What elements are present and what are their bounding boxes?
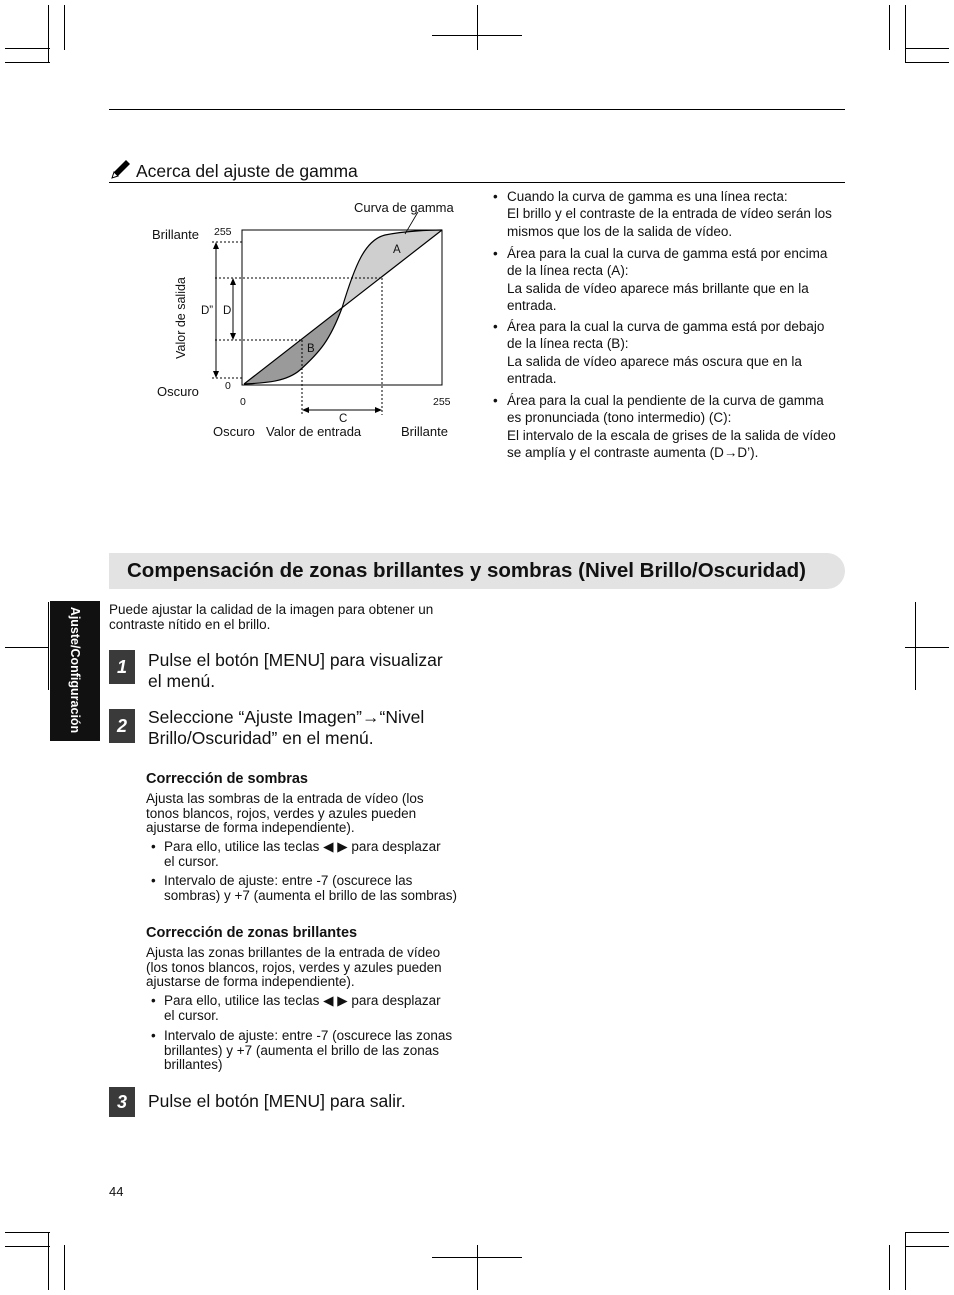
section-banner	[109, 553, 845, 589]
gamma-heading: Acerca del ajuste de gamma	[136, 161, 358, 181]
step-text: Pulse el botón [MENU] para salir.	[148, 1091, 406, 1111]
step-number: 3	[109, 1087, 135, 1117]
gamma-bullet: • Cuando la curva de gamma es una línea recta: El brillo y el contraste de la entrada de vídeo serán los mismos que los de la salida de vídeo.	[493, 189, 832, 239]
x-axis-label: Valor de entrada	[266, 424, 362, 439]
header-rule	[109, 109, 845, 110]
highlights-desc: Ajusta las zonas brillantes de la entrada de vídeo (los tonos blancos, rojos, verdes y azules pueden ajustarse de forma independiente).	[146, 945, 442, 990]
highlights-title: Corrección de zonas brillantes	[146, 925, 358, 941]
gamma-bullet: • Área para la cual la pendiente de la curva de gamma es pronunciada (tono intermedio) (C): El intervalo de la escala de grises de la salida de vídeo se amplía y el contraste aumenta (D→D’).	[493, 393, 836, 461]
shadows-desc: Ajusta las sombras de la entrada de vídeo (los tonos blancos, rojos, verdes y azules pueden ajustarse de forma independiente).	[146, 791, 424, 836]
y-top-label: Brillante	[152, 227, 199, 242]
x-max-tick: 255	[433, 396, 451, 408]
curve-label: Curva de gamma	[354, 200, 454, 215]
label-c: C	[339, 413, 348, 425]
pencil-icon	[109, 157, 133, 181]
highlights-bullet: • Intervalo de ajuste: entre -7 (oscurece las zonas brillantes) y +7 (aumenta el brillo de las zonas brillantes)	[151, 1028, 453, 1073]
label-d2: D”	[201, 305, 214, 317]
y-min-tick: 0	[225, 380, 231, 392]
step-text: Seleccione “Ajuste Imagen”→“Nivel Brillo/Oscuridad” en el menú.	[148, 707, 425, 748]
step-text: Pulse el botón [MENU] para visualizar el menú.	[148, 650, 443, 691]
label-d: D	[223, 305, 232, 317]
side-tab-label: Ajuste/Configuración	[68, 606, 82, 734]
shadows-bullet: • Para ello, utilice las teclas ◀ ▶ para desplazar el cursor.	[151, 839, 441, 869]
gamma-bullet: • Área para la cual la curva de gamma está por debajo de la línea recta (B): La salida de vídeo aparece más oscura que en la entrada.	[493, 319, 825, 387]
step-number: 2	[109, 709, 135, 743]
shadows-title: Corrección de sombras	[146, 771, 308, 787]
highlights-bullet: • Para ello, utilice las teclas ◀ ▶ para desplazar el cursor.	[151, 993, 441, 1023]
page-number: 44	[109, 1184, 124, 1199]
x-min-tick: 0	[240, 396, 246, 408]
x-left-label: Oscuro	[213, 424, 255, 439]
y-max-tick: 255	[214, 226, 232, 238]
label-a: A	[393, 244, 401, 256]
intro-text: Puede ajustar la calidad de la imagen para obtener un contraste nítido en el brillo.	[109, 602, 434, 632]
linear-line	[244, 230, 442, 384]
y-axis-label: Valor de salida	[174, 277, 188, 359]
gamma-heading-rule	[109, 182, 845, 183]
section-title: Compensación de zonas brillantes y sombras (Nivel Brillo/Oscuridad)	[127, 559, 806, 582]
shadows-bullet: • Intervalo de ajuste: entre -7 (oscurece las sombras) y +7 (aumenta el brillo de las sombras)	[151, 873, 457, 903]
y-bottom-label: Oscuro	[157, 384, 199, 399]
step-number: 1	[109, 650, 135, 684]
gamma-bullet: • Área para la cual la curva de gamma está por encima de la línea recta (A): La salida de vídeo aparece más brillante que en la entrada.	[493, 246, 828, 314]
x-right-label: Brillante	[401, 424, 448, 439]
label-b: B	[307, 343, 315, 355]
